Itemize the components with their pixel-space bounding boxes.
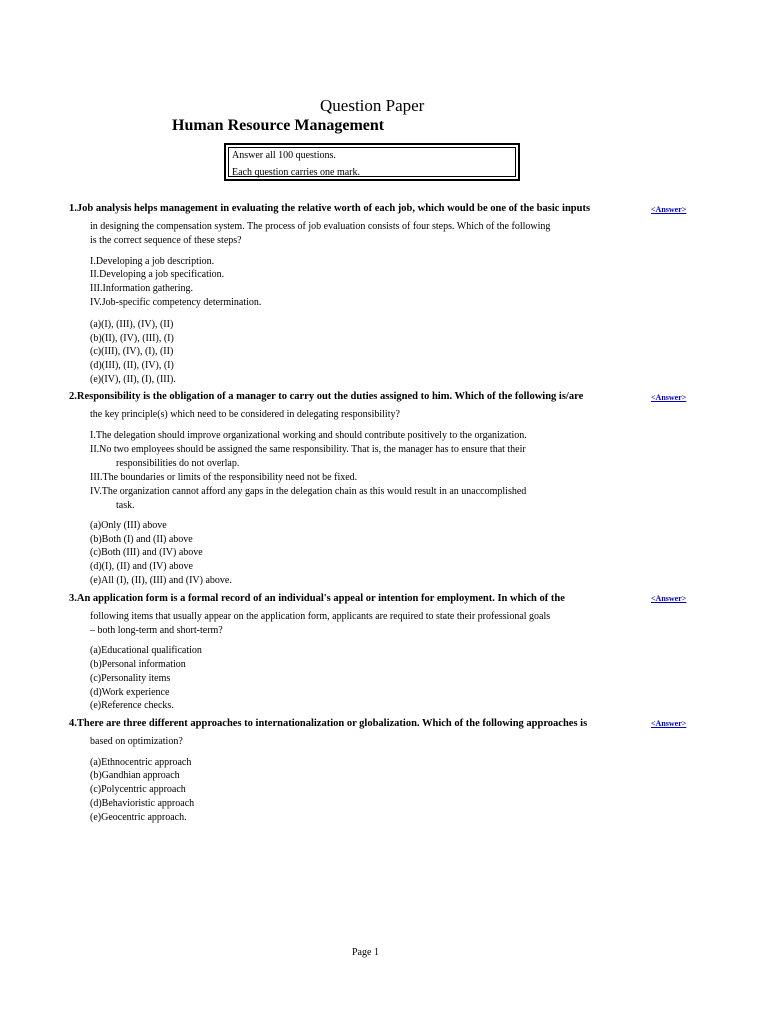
question-1-option: (b)(II), (IV), (III), (I): [90, 333, 174, 344]
question-1-option: (a)(I), (III), (IV), (II): [90, 319, 174, 330]
question-3-option: (c)Personality items: [90, 673, 171, 684]
question-4-option: (c)Polycentric approach: [90, 784, 186, 795]
instructions-box: [224, 143, 520, 181]
question-1-option: (e)(IV), (II), (I), (III).: [90, 374, 176, 385]
question-3-option: (e)Reference checks.: [90, 700, 174, 711]
page-subtitle: Human Resource Management: [172, 117, 385, 134]
answer-link-4[interactable]: <Answer>: [651, 719, 687, 728]
question-1-statement: II.Developing a job specification.: [90, 269, 225, 280]
question-1-statement: IV.Job-specific competency determination.: [90, 297, 262, 308]
question-4-option: (a)Ethnocentric approach: [90, 757, 192, 768]
question-1-text: is the correct sequence of these steps?: [90, 235, 242, 246]
question-3-text: following items that usually appear on the application form, applicants are required to state their professional goals: [90, 611, 551, 622]
question-2-option: (e)All (I), (II), (III) and (IV) above.: [90, 575, 232, 586]
question-4-option: (b)Gandhian approach: [90, 770, 180, 781]
answer-link-2[interactable]: <Answer>: [651, 393, 687, 402]
question-4-option: (d)Behavioristic approach: [90, 798, 195, 809]
answer-link-3[interactable]: <Answer>: [651, 594, 687, 603]
question-3-option: (d)Work experience: [90, 687, 170, 698]
instruction-line: Answer all 100 questions.: [232, 150, 336, 161]
question-2-statement: task.: [116, 500, 135, 511]
question-3-text: – both long-term and short-term?: [90, 625, 223, 636]
page-title: Question Paper: [320, 96, 425, 115]
question-4-head: 4.There are three different approaches to internationalization or globalization. Which of the following approaches is: [69, 718, 588, 729]
question-1-text: in designing the compensation system. The process of job evaluation consists of four steps. Which of the following: [90, 221, 551, 232]
question-3-option: (b)Personal information: [90, 659, 186, 670]
question-2-option: (a)Only (III) above: [90, 520, 167, 531]
question-2-text: the key principle(s) which need to be considered in delegating responsibility?: [90, 409, 400, 420]
question-2-statement: I.The delegation should improve organizational working and should contribute positively to the organization.: [90, 430, 527, 441]
question-2-option: (c)Both (III) and (IV) above: [90, 547, 203, 558]
question-1-statement: I.Developing a job description.: [90, 256, 215, 267]
question-2-statement: II.No two employees should be assigned the same responsibility. That is, the manager has to ensure that their: [90, 444, 526, 455]
answer-link-1[interactable]: <Answer>: [651, 205, 687, 214]
question-2-head: 2.Responsibility is the obligation of a manager to carry out the duties assigned to him. Which of the following is/are: [69, 391, 584, 402]
question-4-option: (e)Geocentric approach.: [90, 812, 187, 823]
page-number: Page 1: [352, 947, 379, 958]
question-3-option: (a)Educational qualification: [90, 645, 202, 656]
question-2-statement: III.The boundaries or limits of the responsibility need not be fixed.: [90, 472, 358, 483]
question-1-option: (d)(III), (II), (IV), (I): [90, 360, 174, 371]
instructions-inner-border: [228, 147, 516, 177]
question-1-statement: III.Information gathering.: [90, 283, 194, 294]
question-2-option: (d)(I), (II) and (IV) above: [90, 561, 193, 572]
question-1-option: (c)(III), (IV), (I), (II): [90, 346, 174, 357]
question-2-option: (b)Both (I) and (II) above: [90, 534, 193, 545]
question-1-head: 1.Job analysis helps management in evaluating the relative worth of each job, which would be one of the basic inputs: [69, 203, 591, 214]
instruction-line: Each question carries one mark.: [232, 167, 361, 178]
question-2-statement: responsibilities do not overlap.: [116, 458, 240, 469]
question-4-text: based on optimization?: [90, 736, 183, 747]
question-2-statement: IV.The organization cannot afford any gaps in the delegation chain as this would result in an unaccomplished: [90, 486, 527, 497]
question-3-head: 3.An application form is a formal record of an individual's appeal or intention for employment. In which of the: [69, 593, 565, 604]
